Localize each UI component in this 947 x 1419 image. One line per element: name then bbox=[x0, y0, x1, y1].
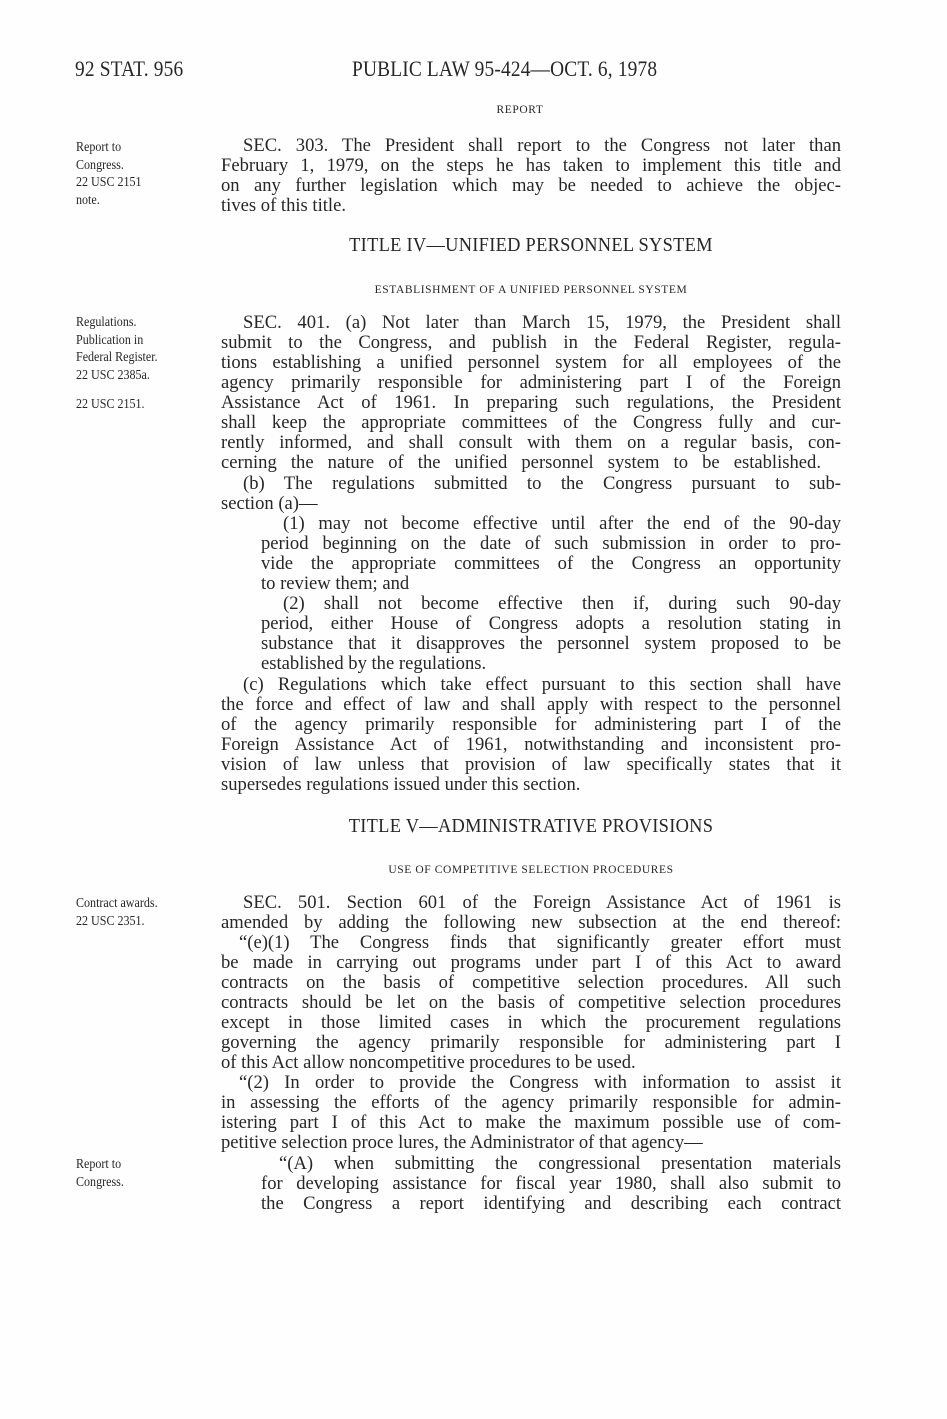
text-line: vide the appropriate committees of the Congress an opportunity bbox=[261, 553, 841, 574]
margin-note-line: 22 USC 2151. bbox=[76, 397, 145, 412]
text-line: Foreign Assistance Act of 1961, notwithstanding and inconsistent pro- bbox=[221, 734, 841, 755]
margin-note-line: 22 USC 2385a. bbox=[76, 367, 150, 383]
section-heading-report: REPORT bbox=[496, 104, 544, 116]
text-line: tions establishing a unified personnel system for all employees of the bbox=[221, 352, 841, 373]
text-line: SEC. 401. (a) Not later than March 15, 1979, the President shall bbox=[243, 312, 841, 333]
text-line: in assessing the efforts of the agency primarily responsible for admin- bbox=[221, 1092, 841, 1113]
text-line: of the agency primarily responsible for administering part I of the bbox=[221, 714, 841, 735]
margin-note-line: 22 USC 2151 bbox=[76, 175, 142, 190]
margin-note-line: Regulations. bbox=[76, 315, 137, 330]
text-line: tives of this title. bbox=[221, 195, 346, 216]
margin-note-sec401 bbox=[76, 314, 158, 384]
text-line: shall keep the appropriate committees of the Congress fully and cur- bbox=[221, 412, 841, 433]
text-line: the force and effect of law and shall apply with respect to the personnel bbox=[221, 694, 841, 715]
text-line: agency primarily responsible for administering part I of the Foreign bbox=[221, 372, 841, 393]
text-line: substance that it disapproves the personnel system proposed to be bbox=[261, 633, 841, 654]
margin-note-line: Congress. bbox=[76, 157, 124, 173]
margin-note-line: Publication in bbox=[76, 332, 144, 348]
margin-note-line: Contract awards. bbox=[76, 896, 158, 911]
margin-note-line: Congress. bbox=[76, 1174, 124, 1190]
title-v-heading: TITLE V—ADMINISTRATIVE PROVISIONS bbox=[348, 815, 714, 837]
text-line: section (a)— bbox=[221, 493, 318, 514]
text-line: istering part I of this Act to make the maximum possible use of com- bbox=[221, 1112, 841, 1133]
text-line: vision of law unless that provision of law specifically states that it bbox=[221, 754, 841, 775]
text-line: rently informed, and shall consult with them on a regular basis, con- bbox=[221, 432, 841, 453]
text-line: (b) The regulations submitted to the Congress pursuant to sub- bbox=[243, 473, 841, 494]
stat-reference: 92 STAT. 956 bbox=[75, 56, 184, 81]
text-line: contracts should be let on the basis of competitive selection procedures bbox=[221, 992, 841, 1013]
text-line: (1) may not become effective until after the end of the 90-day bbox=[283, 513, 841, 534]
title-v-subheading: USE OF COMPETITIVE SELECTION PROCEDURES bbox=[388, 864, 674, 876]
margin-note-line: Report to bbox=[76, 1157, 122, 1172]
text-line: petitive selection proce lures, the Administrator of that agency— bbox=[221, 1132, 703, 1153]
text-line: cerning the nature of the unified personnel system to be established. bbox=[221, 452, 821, 473]
text-line: Assistance Act of 1961. In preparing such regulations, the President bbox=[221, 392, 841, 413]
margin-note-sec501 bbox=[76, 895, 158, 930]
text-line: period beginning on the date of such submission in order to pro- bbox=[261, 533, 841, 554]
text-line: of this Act allow noncompetitive procedures to be used. bbox=[221, 1052, 636, 1073]
text-line: to review them; and bbox=[261, 573, 410, 594]
text-line: February 1, 1979, on the steps he has taken to implement this title and bbox=[221, 155, 841, 176]
margin-note-sec303 bbox=[76, 139, 142, 209]
text-line: governing the agency primarily responsible for administering part I bbox=[221, 1032, 841, 1053]
text-line: established by the regulations. bbox=[261, 653, 487, 674]
margin-note-usc-2151 bbox=[76, 396, 145, 414]
text-line: period, either House of Congress adopts a resolution stating in bbox=[261, 613, 841, 634]
law-title-header: PUBLIC LAW 95-424—OCT. 6, 1978 bbox=[352, 56, 658, 81]
title-iv-subheading: ESTABLISHMENT OF A UNIFIED PERSONNEL SYSTEM bbox=[374, 284, 688, 296]
text-line: on any further legislation which may be needed to achieve the objec- bbox=[221, 175, 841, 196]
text-line: SEC. 501. Section 601 of the Foreign Assistance Act of 1961 is bbox=[243, 892, 841, 913]
title-iv-heading: TITLE IV—UNIFIED PERSONNEL SYSTEM bbox=[349, 234, 713, 256]
margin-note-line: Report to bbox=[76, 140, 122, 155]
text-line: “(2) In order to provide the Congress with information to assist it bbox=[239, 1072, 841, 1093]
margin-note-line: 22 USC 2351. bbox=[76, 913, 145, 929]
text-line: the Congress a report identifying and describing each contract bbox=[261, 1193, 841, 1214]
text-line: “(e)(1) The Congress finds that significantly greater effort must bbox=[239, 932, 841, 953]
text-line: (c) Regulations which take effect pursuant to this section shall have bbox=[243, 674, 841, 695]
text-line: be made in carrying out programs under part I of this Act to award bbox=[221, 952, 841, 973]
text-line: (2) shall not become effective then if, during such 90-day bbox=[283, 593, 841, 614]
text-line: contracts on the basis of competitive selection procedures. All such bbox=[221, 972, 841, 993]
margin-note-line: Federal Register. bbox=[76, 350, 158, 365]
text-line: amended by adding the following new subsection at the end thereof: bbox=[221, 912, 841, 933]
text-line: supersedes regulations issued under this section. bbox=[221, 774, 581, 795]
text-line: “(A) when submitting the congressional presentation materials bbox=[279, 1153, 841, 1174]
text-line: except in those limited cases in which the procurement regulations bbox=[221, 1012, 841, 1033]
margin-note-line: note. bbox=[76, 192, 100, 208]
text-line: for developing assistance for fiscal year 1980, shall also submit to bbox=[261, 1173, 841, 1194]
margin-note-report-congress bbox=[76, 1156, 124, 1191]
text-line: submit to the Congress, and publish in the Federal Register, regula- bbox=[221, 332, 841, 353]
text-line: SEC. 303. The President shall report to the Congress not later than bbox=[243, 135, 841, 156]
